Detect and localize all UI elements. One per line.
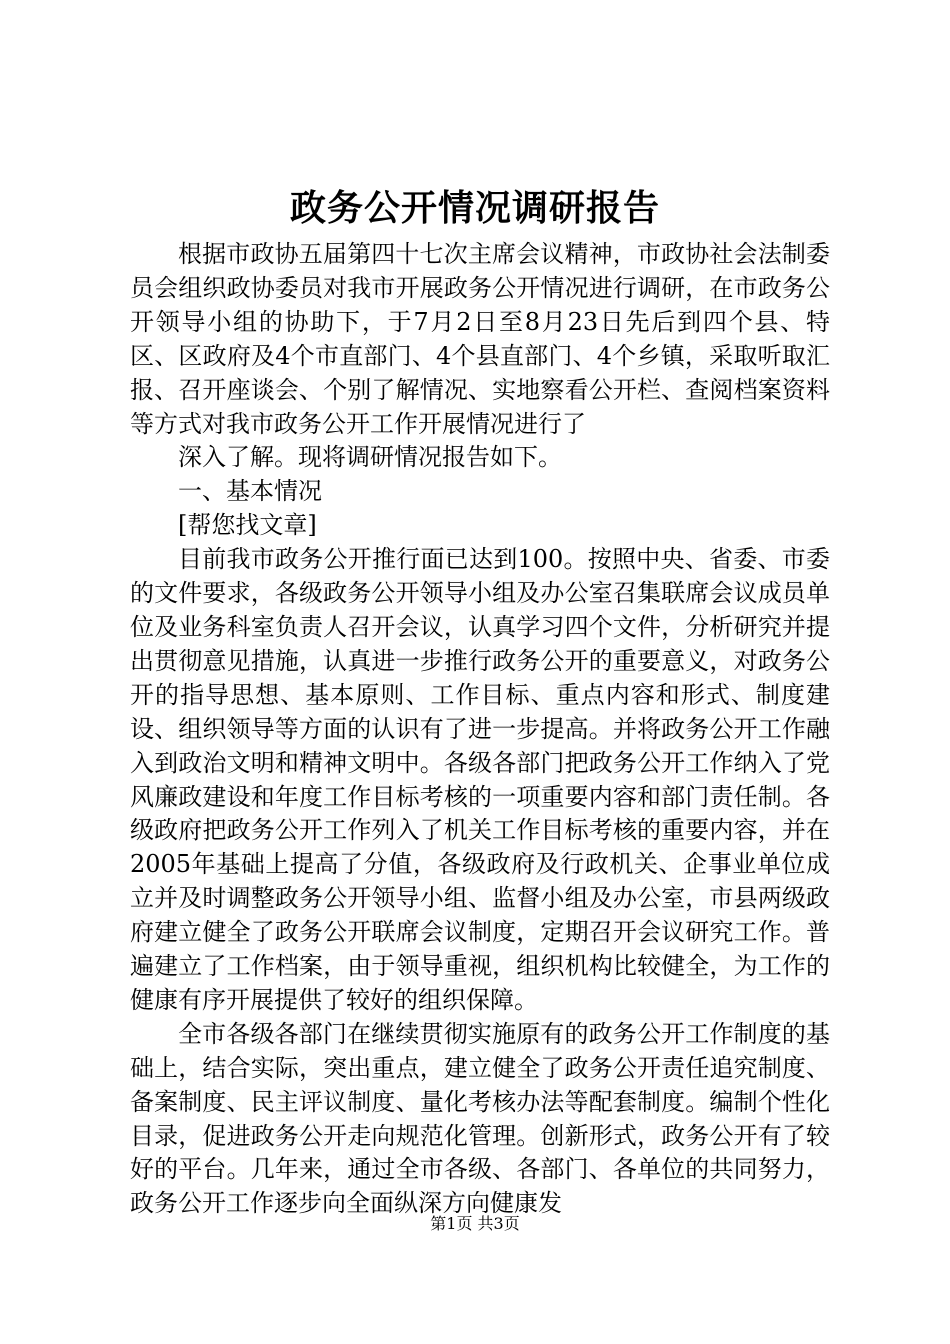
document-title: 政务公开情况调研报告: [289, 187, 660, 229]
page-number-footer: 第1页 共3页: [430, 1214, 520, 1233]
paragraph-systems: 全市各级各部门在继续贯彻实施原有的政务公开工作制度的基础上，结合实际，突出重点，建立健全了政务公开责任追究制度、备案制度、民主评议制度、量化考核办法等配套制度。编制个性化目录，促进政务公开走向规范化管理。创新形式，政务公开有了较好的平台。几年来，通过全市各级、各部门、各单位的共同努力，政务公开工作逐步向全面纵深方向健康发: [130, 1019, 830, 1218]
paragraph-intro: 根据市政协五届第四十七次主席会议精神，市政协社会法制委员会组织政协委员对我市开展政务公开情况进行调研，在市政务公开领导小组的协助下，于7月2日至8月23日先后到四个县、特区、区政府及4个市直部门、4个县直部门、4个乡镇，采取听取汇报、召开座谈会、个别了解情况、实地察看公开栏、查阅档案资料等方式对我市政务公开工作开展情况进行了: [130, 240, 830, 438]
paragraph-current-status: 目前我市政务公开推行面已达到100。按照中央、省委、市委的文件要求，各级政务公开领导小组及办公室召集联席会议成员单位及业务科室负责人召开会议，认真学习四个文件，分析研究并提出贯彻意见措施，认真进一步推行政务公开的重要意义，对政务公开的指导思想、基本原则、工作目标、重点内容和形式、制度建设、组织领导等方面的认识有了进一步提高。并将政务公开工作融入到政治文明和精神文明中。各级各部门把政务公开工作纳入了党风廉政建设和年度工作目标考核的一项重要内容和部门责任制。各级政府把政务公开工作列入了机关工作目标考核的重要内容，并在2005年基础上提高了分值，各级政府及行政机关、企事业单位成立并及时调整政务公开领导小组、监督小组及办公室，市县两级政府建立健全了政务公开联席会议制度，定期召开会议研究工作。普遍建立了工作档案，由于领导重视，组织机构比较健全，为工作的健康有序开展提供了较好的组织保障。: [130, 545, 830, 1014]
find-article-link-text: [帮您找文章]: [178, 511, 317, 540]
section-heading-basic-situation: 一、基本情况: [178, 477, 322, 506]
paragraph-intro-continued: 深入了解。现将调研情况报告如下。: [178, 443, 562, 472]
document-body: [130, 238, 830, 1221]
